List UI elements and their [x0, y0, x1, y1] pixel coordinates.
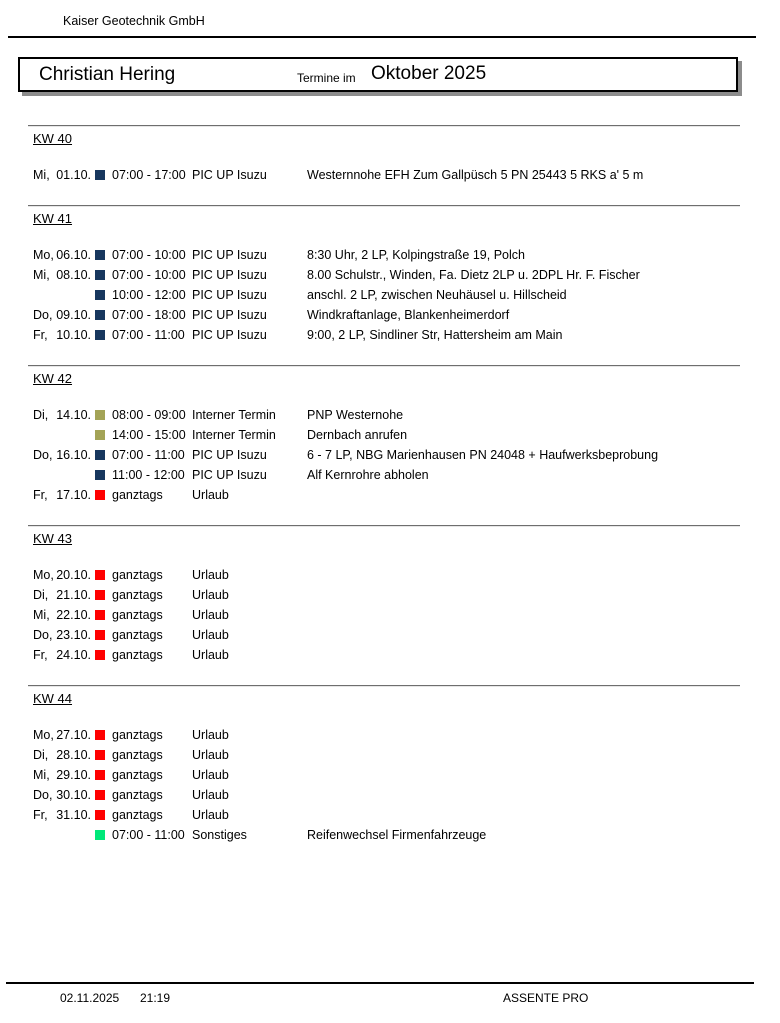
date: 21.10.	[56, 588, 91, 602]
date: 29.10.	[56, 768, 91, 782]
category-color-square	[95, 790, 105, 800]
appointment-description: 9:00, 2 LP, Sindliner Str, Hattersheim am Main	[307, 328, 563, 342]
category-color-square	[95, 330, 105, 340]
title-prefix: Termine im	[297, 71, 356, 85]
week-label: KW 43	[33, 531, 73, 546]
appointment-row	[0, 445, 780, 465]
company-name: Kaiser Geotechnik GmbH	[63, 14, 205, 28]
appointment-rows	[0, 725, 780, 845]
category-color-square	[95, 450, 105, 460]
week-header	[33, 531, 780, 546]
appointment-type: Urlaub	[192, 788, 229, 802]
appointment-row	[0, 245, 780, 265]
date: 31.10.	[56, 808, 91, 822]
day-abbrev: Fr,	[33, 648, 48, 662]
appointment-type: Urlaub	[192, 768, 229, 782]
appointment-row	[0, 265, 780, 285]
appointment-row	[0, 805, 780, 825]
time-range: ganztags	[112, 588, 163, 602]
day-abbrev: Di,	[33, 588, 49, 602]
category-color-square	[95, 430, 105, 440]
appointment-type: PIC UP Isuzu	[192, 328, 267, 342]
appointment-description: 8.00 Schulstr., Winden, Fa. Dietz 2LP u. 2DPL Hr. F. Fischer	[307, 268, 640, 282]
week-section	[0, 205, 780, 345]
day-abbrev: Mo,	[33, 728, 54, 742]
week-section	[0, 125, 780, 185]
category-color-square	[95, 570, 105, 580]
week-header	[33, 211, 780, 226]
appointment-type: PIC UP Isuzu	[192, 168, 267, 182]
time-range: 10:00 - 12:00	[112, 288, 186, 302]
category-color-square	[95, 830, 105, 840]
footer-date: 02.11.2025	[60, 991, 120, 1005]
day-abbrev: Do,	[33, 308, 53, 322]
category-color-square	[95, 730, 105, 740]
category-color-square	[95, 290, 105, 300]
appointment-type: Interner Termin	[192, 428, 276, 442]
category-color-square	[95, 470, 105, 480]
week-divider	[28, 205, 740, 207]
day-abbrev: Do,	[33, 788, 53, 802]
date: 01.10.	[56, 168, 91, 182]
appointment-rows	[0, 405, 780, 505]
appointment-type: PIC UP Isuzu	[192, 268, 267, 282]
appointment-rows	[0, 165, 780, 185]
time-range: ganztags	[112, 808, 163, 822]
footer-time: 21:19	[140, 991, 171, 1005]
category-color-square	[95, 810, 105, 820]
week-section	[0, 685, 780, 845]
day-abbrev: Di,	[33, 748, 49, 762]
week-label: KW 42	[33, 371, 73, 386]
week-label: KW 40	[33, 131, 73, 146]
date: 23.10.	[56, 628, 91, 642]
appointment-row	[0, 585, 780, 605]
time-range: 07:00 - 10:00	[112, 268, 186, 282]
date: 08.10.	[56, 268, 91, 282]
day-abbrev: Mi,	[33, 168, 50, 182]
week-label: KW 41	[33, 211, 73, 226]
time-range: 07:00 - 18:00	[112, 308, 186, 322]
day-abbrev: Do,	[33, 628, 53, 642]
appointment-row	[0, 625, 780, 645]
week-divider	[28, 125, 740, 127]
appointment-type: PIC UP Isuzu	[192, 448, 267, 462]
day-abbrev: Fr,	[33, 808, 48, 822]
appointment-row	[0, 305, 780, 325]
category-color-square	[95, 650, 105, 660]
appointment-description: anschl. 2 LP, zwischen Neuhäusel u. Hillscheid	[307, 288, 567, 302]
week-divider	[28, 365, 740, 367]
footer-rule	[6, 982, 754, 984]
appointment-row	[0, 465, 780, 485]
appointment-type: PIC UP Isuzu	[192, 248, 267, 262]
footer-app-name: ASSENTE PRO	[503, 991, 589, 1005]
date: 27.10.	[56, 728, 91, 742]
date: 14.10.	[56, 408, 91, 422]
appointment-type: PIC UP Isuzu	[192, 468, 267, 482]
title-box	[18, 57, 738, 92]
category-color-square	[95, 270, 105, 280]
week-divider	[28, 685, 740, 687]
week-section	[0, 525, 780, 665]
date: 17.10.	[56, 488, 91, 502]
appointment-row	[0, 425, 780, 445]
date: 16.10.	[56, 448, 91, 462]
category-color-square	[95, 770, 105, 780]
time-range: 07:00 - 11:00	[112, 328, 185, 342]
appointment-row	[0, 325, 780, 345]
appointment-description: 6 - 7 LP, NBG Marienhausen PN 24048 + Haufwerksbeprobung	[307, 448, 659, 462]
title-month: Oktober 2025	[371, 63, 487, 84]
time-range: ganztags	[112, 748, 163, 762]
time-range: ganztags	[112, 568, 163, 582]
time-range: 07:00 - 11:00	[112, 448, 185, 462]
day-abbrev: Mo,	[33, 248, 54, 262]
appointment-row	[0, 745, 780, 765]
category-color-square	[95, 490, 105, 500]
week-divider	[28, 525, 740, 527]
category-color-square	[95, 170, 105, 180]
day-abbrev: Mo,	[33, 568, 54, 582]
appointment-type: PIC UP Isuzu	[192, 308, 267, 322]
appointment-row	[0, 165, 780, 185]
week-header	[33, 131, 780, 146]
category-color-square	[95, 250, 105, 260]
time-range: ganztags	[112, 648, 163, 662]
day-abbrev: Mi,	[33, 268, 50, 282]
appointment-row	[0, 405, 780, 425]
weeks-list	[0, 125, 780, 845]
day-abbrev: Fr,	[33, 328, 48, 342]
appointment-description: 8:30 Uhr, 2 LP, Kolpingstraße 19, Polch	[307, 248, 525, 262]
header-rule	[8, 36, 756, 38]
person-name: Christian Hering	[39, 64, 176, 85]
appointment-type: Urlaub	[192, 608, 229, 622]
appointment-row	[0, 565, 780, 585]
appointment-row	[0, 785, 780, 805]
appointment-row	[0, 285, 780, 305]
day-abbrev: Mi,	[33, 608, 50, 622]
appointment-description: Reifenwechsel Firmenfahrzeuge	[307, 828, 487, 842]
week-header	[33, 371, 780, 386]
date: 06.10.	[56, 248, 91, 262]
time-range: 07:00 - 10:00	[112, 248, 186, 262]
appointment-rows	[0, 565, 780, 665]
appointment-row	[0, 605, 780, 625]
week-label: KW 44	[33, 691, 73, 706]
category-color-square	[95, 410, 105, 420]
appointment-type: Urlaub	[192, 588, 229, 602]
day-abbrev: Mi,	[33, 768, 50, 782]
time-range: 08:00 - 09:00	[112, 408, 186, 422]
appointment-type: PIC UP Isuzu	[192, 288, 267, 302]
appointment-description: Westernnohe EFH Zum Gallpüsch 5 PN 25443 5 RKS a' 5 m	[307, 168, 644, 182]
time-range: ganztags	[112, 788, 163, 802]
appointment-type: Urlaub	[192, 808, 229, 822]
date: 22.10.	[56, 608, 91, 622]
appointment-rows	[0, 245, 780, 345]
appointment-type: Urlaub	[192, 568, 229, 582]
date: 09.10.	[56, 308, 91, 322]
appointment-type: Interner Termin	[192, 408, 276, 422]
appointment-description: PNP Westernohe	[307, 408, 404, 422]
appointment-row	[0, 725, 780, 745]
date: 28.10.	[56, 748, 91, 762]
day-abbrev: Do,	[33, 448, 53, 462]
appointment-type: Urlaub	[192, 648, 229, 662]
appointment-description: Windkraftanlage, Blankenheimerdorf	[307, 308, 510, 322]
appointment-type: Urlaub	[192, 728, 229, 742]
time-range: ganztags	[112, 768, 163, 782]
time-range: ganztags	[112, 608, 163, 622]
appointment-description: Dernbach anrufen	[307, 428, 408, 442]
day-abbrev: Fr,	[33, 488, 48, 502]
date: 24.10.	[56, 648, 91, 662]
appointment-type: Urlaub	[192, 488, 229, 502]
time-range: ganztags	[112, 728, 163, 742]
time-range: 07:00 - 11:00	[112, 828, 185, 842]
appointment-row	[0, 485, 780, 505]
appointment-type: Sonstiges	[192, 828, 247, 842]
appointment-row	[0, 765, 780, 785]
appointment-type: Urlaub	[192, 748, 229, 762]
day-abbrev: Di,	[33, 408, 49, 422]
appointment-description: Alf Kernrohre abholen	[307, 468, 429, 482]
date: 10.10.	[56, 328, 91, 342]
time-range: 07:00 - 17:00	[112, 168, 186, 182]
category-color-square	[95, 630, 105, 640]
category-color-square	[95, 590, 105, 600]
date: 30.10.	[56, 788, 91, 802]
time-range: ganztags	[112, 488, 163, 502]
appointment-type: Urlaub	[192, 628, 229, 642]
category-color-square	[95, 310, 105, 320]
category-color-square	[95, 610, 105, 620]
time-range: 11:00 - 12:00	[112, 468, 185, 482]
appointment-row	[0, 645, 780, 665]
appointment-row	[0, 825, 780, 845]
time-range: 14:00 - 15:00	[112, 428, 186, 442]
time-range: ganztags	[112, 628, 163, 642]
week-header	[33, 691, 780, 706]
category-color-square	[95, 750, 105, 760]
week-section	[0, 365, 780, 505]
date: 20.10.	[56, 568, 91, 582]
